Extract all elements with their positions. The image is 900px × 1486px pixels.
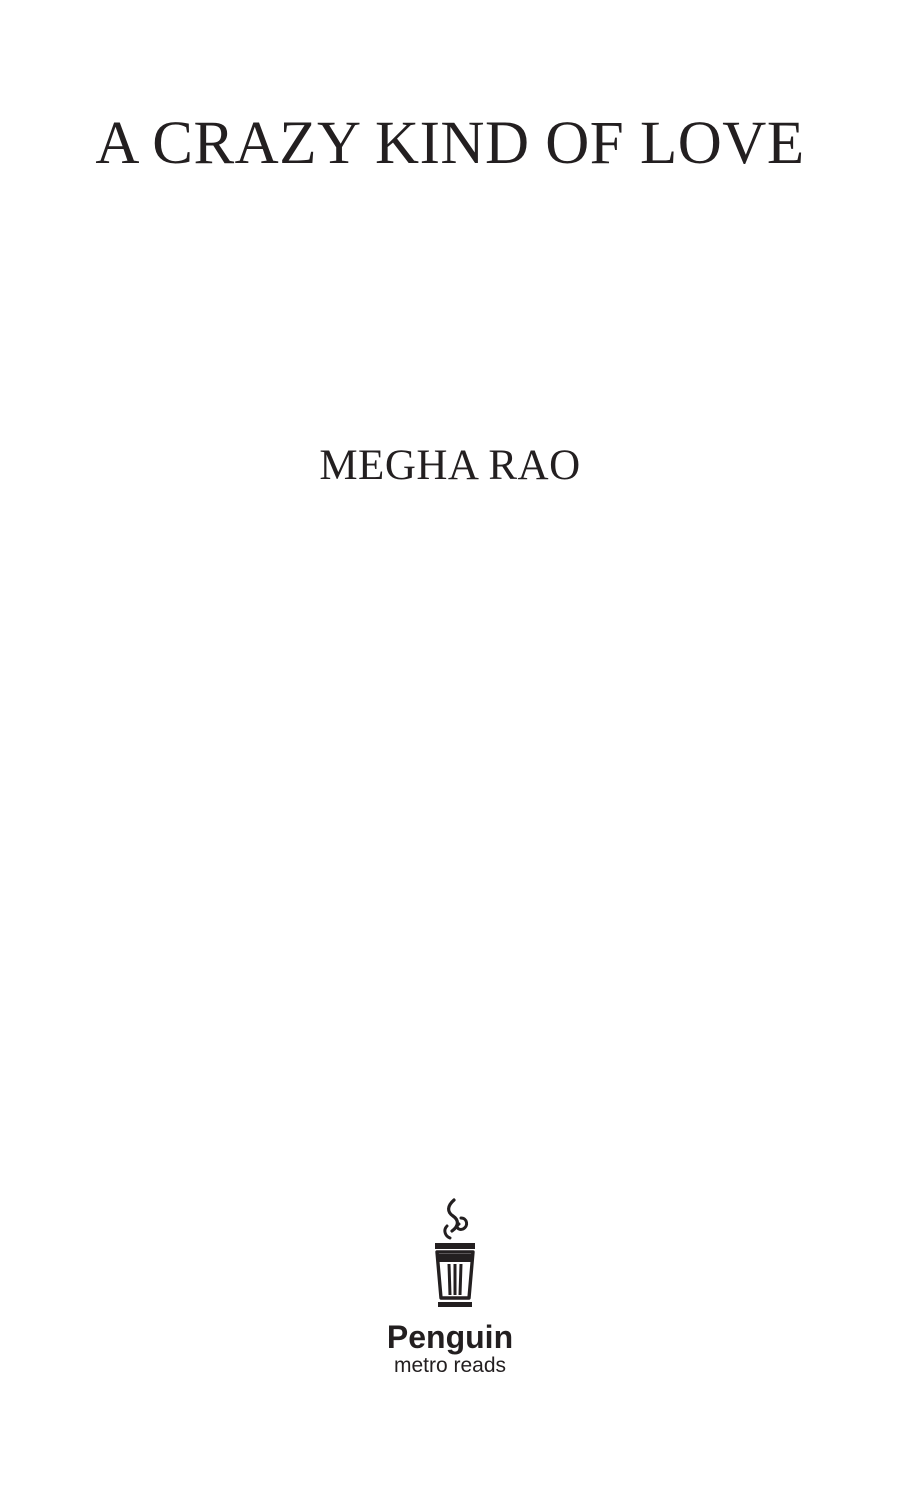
cutting-chai-glass-icon (425, 1196, 485, 1316)
book-title: A CRAZY KIND OF LOVE (95, 110, 805, 177)
publisher-name: Penguin (386, 1319, 514, 1355)
publisher-logo (0, 1196, 900, 1386)
author-name: MEGHA RAO (319, 442, 581, 489)
publisher-imprint: metro reads (393, 1354, 507, 1377)
